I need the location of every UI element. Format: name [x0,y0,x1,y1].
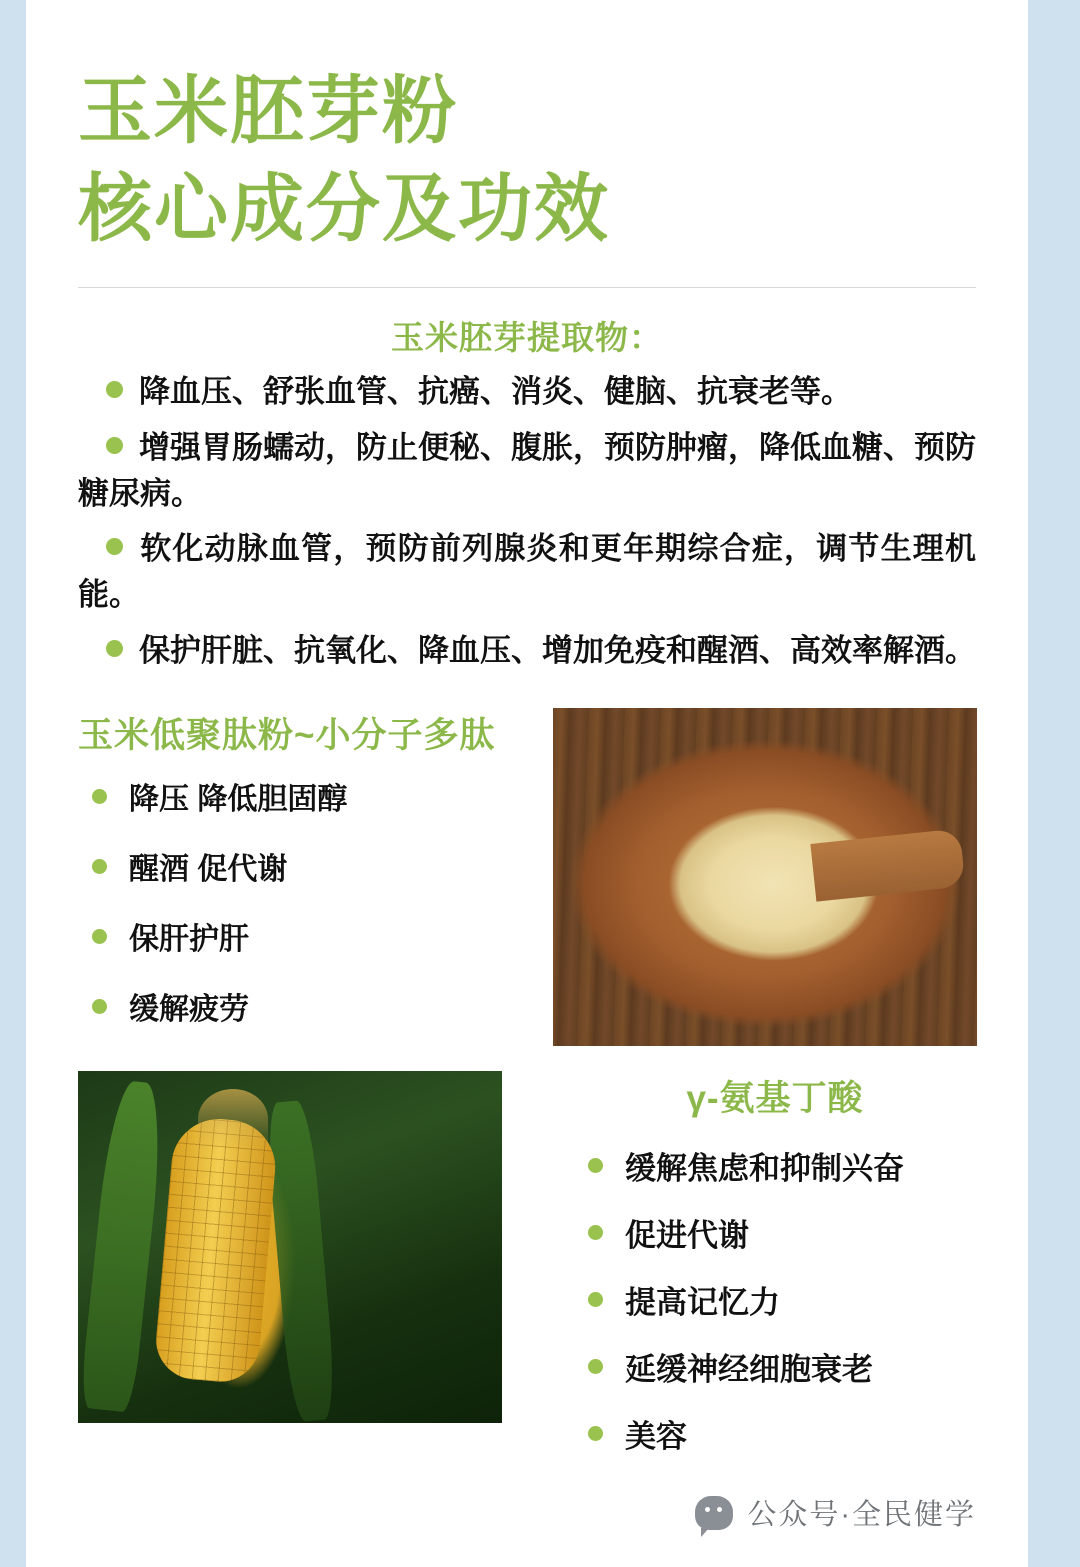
list-item [588,1143,976,1188]
footer-text: 公众号·全民健学 [747,1499,976,1531]
bullet-dot-icon [588,1225,603,1240]
title-divider [78,287,976,288]
corn-husk-shape [264,1100,338,1423]
powder-bowl-image [553,708,977,1046]
section1-item [78,526,976,618]
section1-item [78,369,976,415]
list-item-label: 醒酒 促代谢 [129,853,288,887]
section1-item-text: 软化动脉血管，预防前列腺炎和更年期综合症，调节生理机能。 [78,531,976,613]
wechat-icon-eye [717,1507,722,1512]
wooden-spoon-shape [810,828,965,901]
corn-silk-shape [198,1089,268,1149]
list-item-label: 延缓神经细胞衰老 [625,1352,873,1388]
bullet-dot-icon [106,538,123,555]
section1-item [78,628,976,674]
bullet-dot-icon [588,1158,603,1173]
poster-sheet [26,0,1028,1567]
bullet-dot-icon [588,1359,603,1374]
list-item-label: 缓解焦虑和抑制兴奋 [625,1151,904,1187]
bullet-dot-icon [92,929,107,944]
poster-content [26,0,1028,1567]
section1-item [78,425,976,517]
corn-husk-shape [79,1079,167,1413]
section1-item-text: 降血压、舒张血管、抗癌、消炎、健脑、抗衰老等。 [139,373,852,409]
bullet-dot-icon [92,789,107,804]
corn-cob-image [78,1071,502,1423]
list-item-label: 提高记忆力 [625,1285,780,1321]
section3-list [588,1143,976,1456]
corn-cob-shape [153,1115,279,1385]
page-title [78,0,976,259]
list-item [588,1411,976,1456]
section2-heading: 玉米低聚肽粉~小分子多肽 [78,716,496,756]
list-item-label: 保肝护肝 [129,923,249,957]
section1-heading: 玉米胚芽提取物： [391,318,663,356]
list-item [588,1344,976,1389]
list-item-label: 缓解疲劳 [129,993,249,1027]
bullet-dot-icon [92,859,107,874]
bullet-dot-icon [106,381,123,398]
bullet-dot-icon [92,999,107,1014]
list-item [588,1210,976,1255]
section1-item-text: 保护肝脏、抗氧化、降血压、增加免疫和醒酒、高效率解酒。 [139,633,976,669]
wechat-icon [695,1496,733,1530]
list-item-label: 美容 [625,1419,687,1455]
section-corn-oligopeptide [78,708,976,1053]
title-line-1: 玉米胚芽粉 [78,69,458,152]
title-line-2: 核心成分及功效 [78,167,610,251]
list-item [588,1277,976,1322]
footer-credit [695,1492,976,1533]
section1-item-text: 增强胃肠蠕动，防止便秘、腹胀，预防肿瘤，降低血糖、预防糖尿病。 [78,429,976,511]
section-corn-germ-extract [78,312,976,674]
bullet-dot-icon [588,1426,603,1441]
section-gaba [78,1071,976,1455]
list-item-label: 降压 降低胆固醇 [129,783,348,817]
bullet-dot-icon [588,1292,603,1307]
wechat-icon-eye [705,1507,710,1512]
bullet-dot-icon [106,437,123,454]
bullet-dot-icon [106,640,123,657]
section3-heading: γ-氨基丁酸 [686,1079,864,1119]
gaba-text-block [574,1071,976,1478]
list-item-label: 促进代谢 [625,1218,749,1254]
